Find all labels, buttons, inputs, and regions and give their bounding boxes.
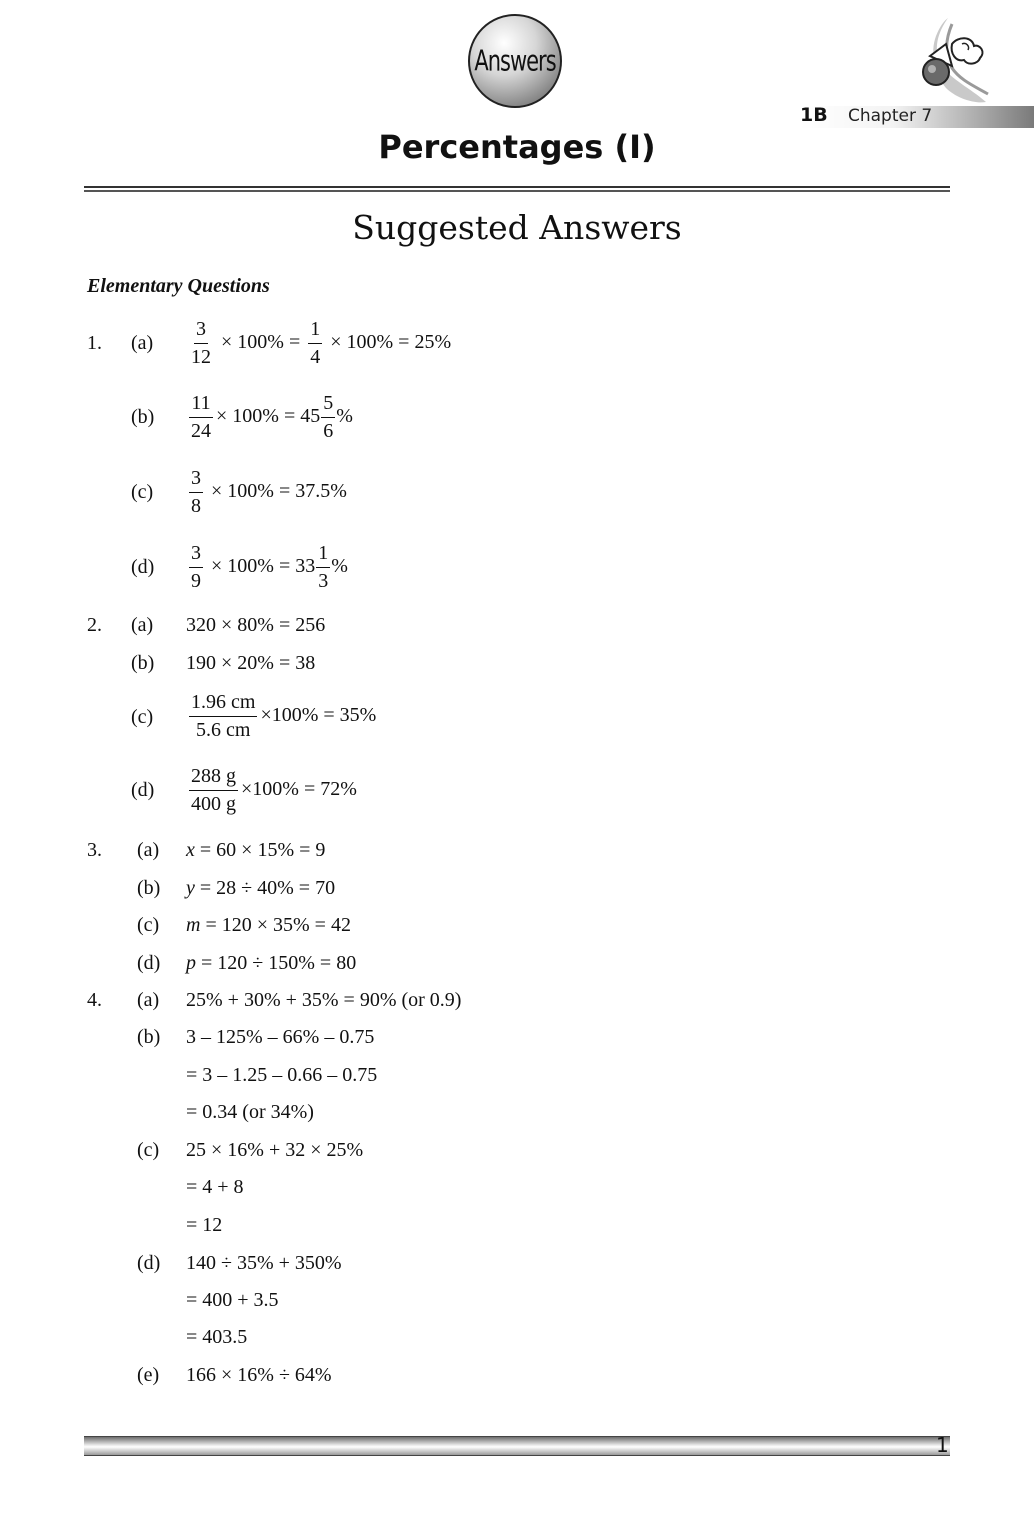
section-subtitle: Elementary Questions (87, 275, 270, 297)
part-label: (b) (137, 1026, 161, 1048)
part-label: (b) (131, 652, 155, 674)
part-label: (b) (131, 406, 155, 428)
part-label: (c) (137, 914, 160, 936)
footer-bar (84, 1436, 950, 1456)
chapter-number: 1B (800, 104, 828, 126)
part-label: (d) (131, 779, 155, 801)
answer-4d-line1: 140 ÷ 35% + 350% (186, 1252, 342, 1274)
answer-4c-line3: = 12 (186, 1214, 223, 1236)
fraction: $\frac{288 g}{400 g}$ (191, 765, 236, 815)
part-label: (a) (131, 332, 154, 354)
fraction: $\frac{3}{8}$ (191, 467, 201, 517)
answer-1a: $\frac{3}{12}$ × 100% = $\frac{1}{4}$ × 100% = 25% (191, 318, 452, 368)
question-number: 3. (87, 839, 102, 861)
part-label: (a) (137, 839, 160, 861)
answer-3d: p = 120 ÷ 150% = 80 (186, 952, 357, 974)
section-title: Suggested Answers (352, 208, 682, 247)
part-label: (a) (131, 614, 154, 636)
page-title: Percentages (I) (378, 128, 656, 166)
title-rule (84, 186, 950, 188)
answer-2d: $\frac{288 g}{400 g}$ ×100% = 72% (191, 765, 357, 815)
answer-3b: y = 28 ÷ 40% = 70 (186, 877, 336, 899)
mascot-icon (912, 14, 992, 106)
fraction: $\frac{11}{24}$ (191, 392, 211, 442)
answer-4b-line1: 3 – 125% – 66% – 0.75 (186, 1026, 375, 1048)
part-label: (d) (137, 952, 161, 974)
part-label: (c) (131, 481, 154, 503)
part-label: (d) (137, 1252, 161, 1274)
answer-3c: m = 120 × 35% = 42 (186, 914, 351, 936)
fraction: $\frac{5}{6}$ (323, 392, 334, 442)
answers-badge (468, 14, 562, 108)
page-number: 1 (936, 1433, 949, 1457)
fraction: $\frac{3}{12}$ (191, 318, 211, 368)
fraction: $\frac{1.96 cm}{5.6 cm}$ (191, 691, 256, 741)
part-label: (d) (131, 556, 155, 578)
answer-2a: 320 × 80% = 256 (186, 614, 326, 636)
part-label: (c) (137, 1139, 160, 1161)
part-label: (b) (137, 877, 161, 899)
question-number: 2. (87, 614, 102, 636)
part-label: (e) (137, 1364, 160, 1386)
question-number: 1. (87, 332, 102, 354)
answer-2c: $\frac{1.96 cm}{5.6 cm}$ ×100% = 35% (191, 691, 377, 741)
answer-1b: $\frac{11}{24}$ × 100% = 45 $\frac{5}{6}$ % (191, 392, 353, 442)
answer-1c: $\frac{3}{8}$ × 100% = 37.5% (191, 467, 347, 517)
fraction: $\frac{3}{9}$ (191, 542, 201, 592)
answer-4a: 25% + 30% + 35% = 90% (or 0.9) (186, 989, 462, 1011)
answer-4b-line2: = 3 – 1.25 – 0.66 – 0.75 (186, 1064, 378, 1086)
chapter-label: Chapter 7 (848, 106, 933, 126)
answer-1d: $\frac{3}{9}$ × 100% = 33 $\frac{1}{3}$ % (191, 542, 348, 592)
answers-badge-label: Answers (474, 44, 556, 78)
title-rule-lower (84, 190, 950, 192)
question-number: 4. (87, 989, 102, 1011)
part-label: (a) (137, 989, 160, 1011)
answer-4c-line2: = 4 + 8 (186, 1176, 244, 1198)
answer-2b: 190 × 20% = 38 (186, 652, 316, 674)
answer-3a: x = 60 × 15% = 9 (186, 839, 326, 861)
answer-4b-line3: = 0.34 (or 34%) (186, 1101, 314, 1123)
answer-4c-line1: 25 × 16% + 32 × 25% (186, 1139, 364, 1161)
answer-4d-line2: = 400 + 3.5 (186, 1289, 279, 1311)
answer-4d-line3: = 403.5 (186, 1326, 248, 1348)
fraction: $\frac{1}{4}$ (310, 318, 321, 368)
fraction: $\frac{1}{3}$ (318, 542, 329, 592)
answer-4e-line1: 166 × 16% ÷ 64% (186, 1364, 332, 1386)
part-label: (c) (131, 706, 154, 728)
